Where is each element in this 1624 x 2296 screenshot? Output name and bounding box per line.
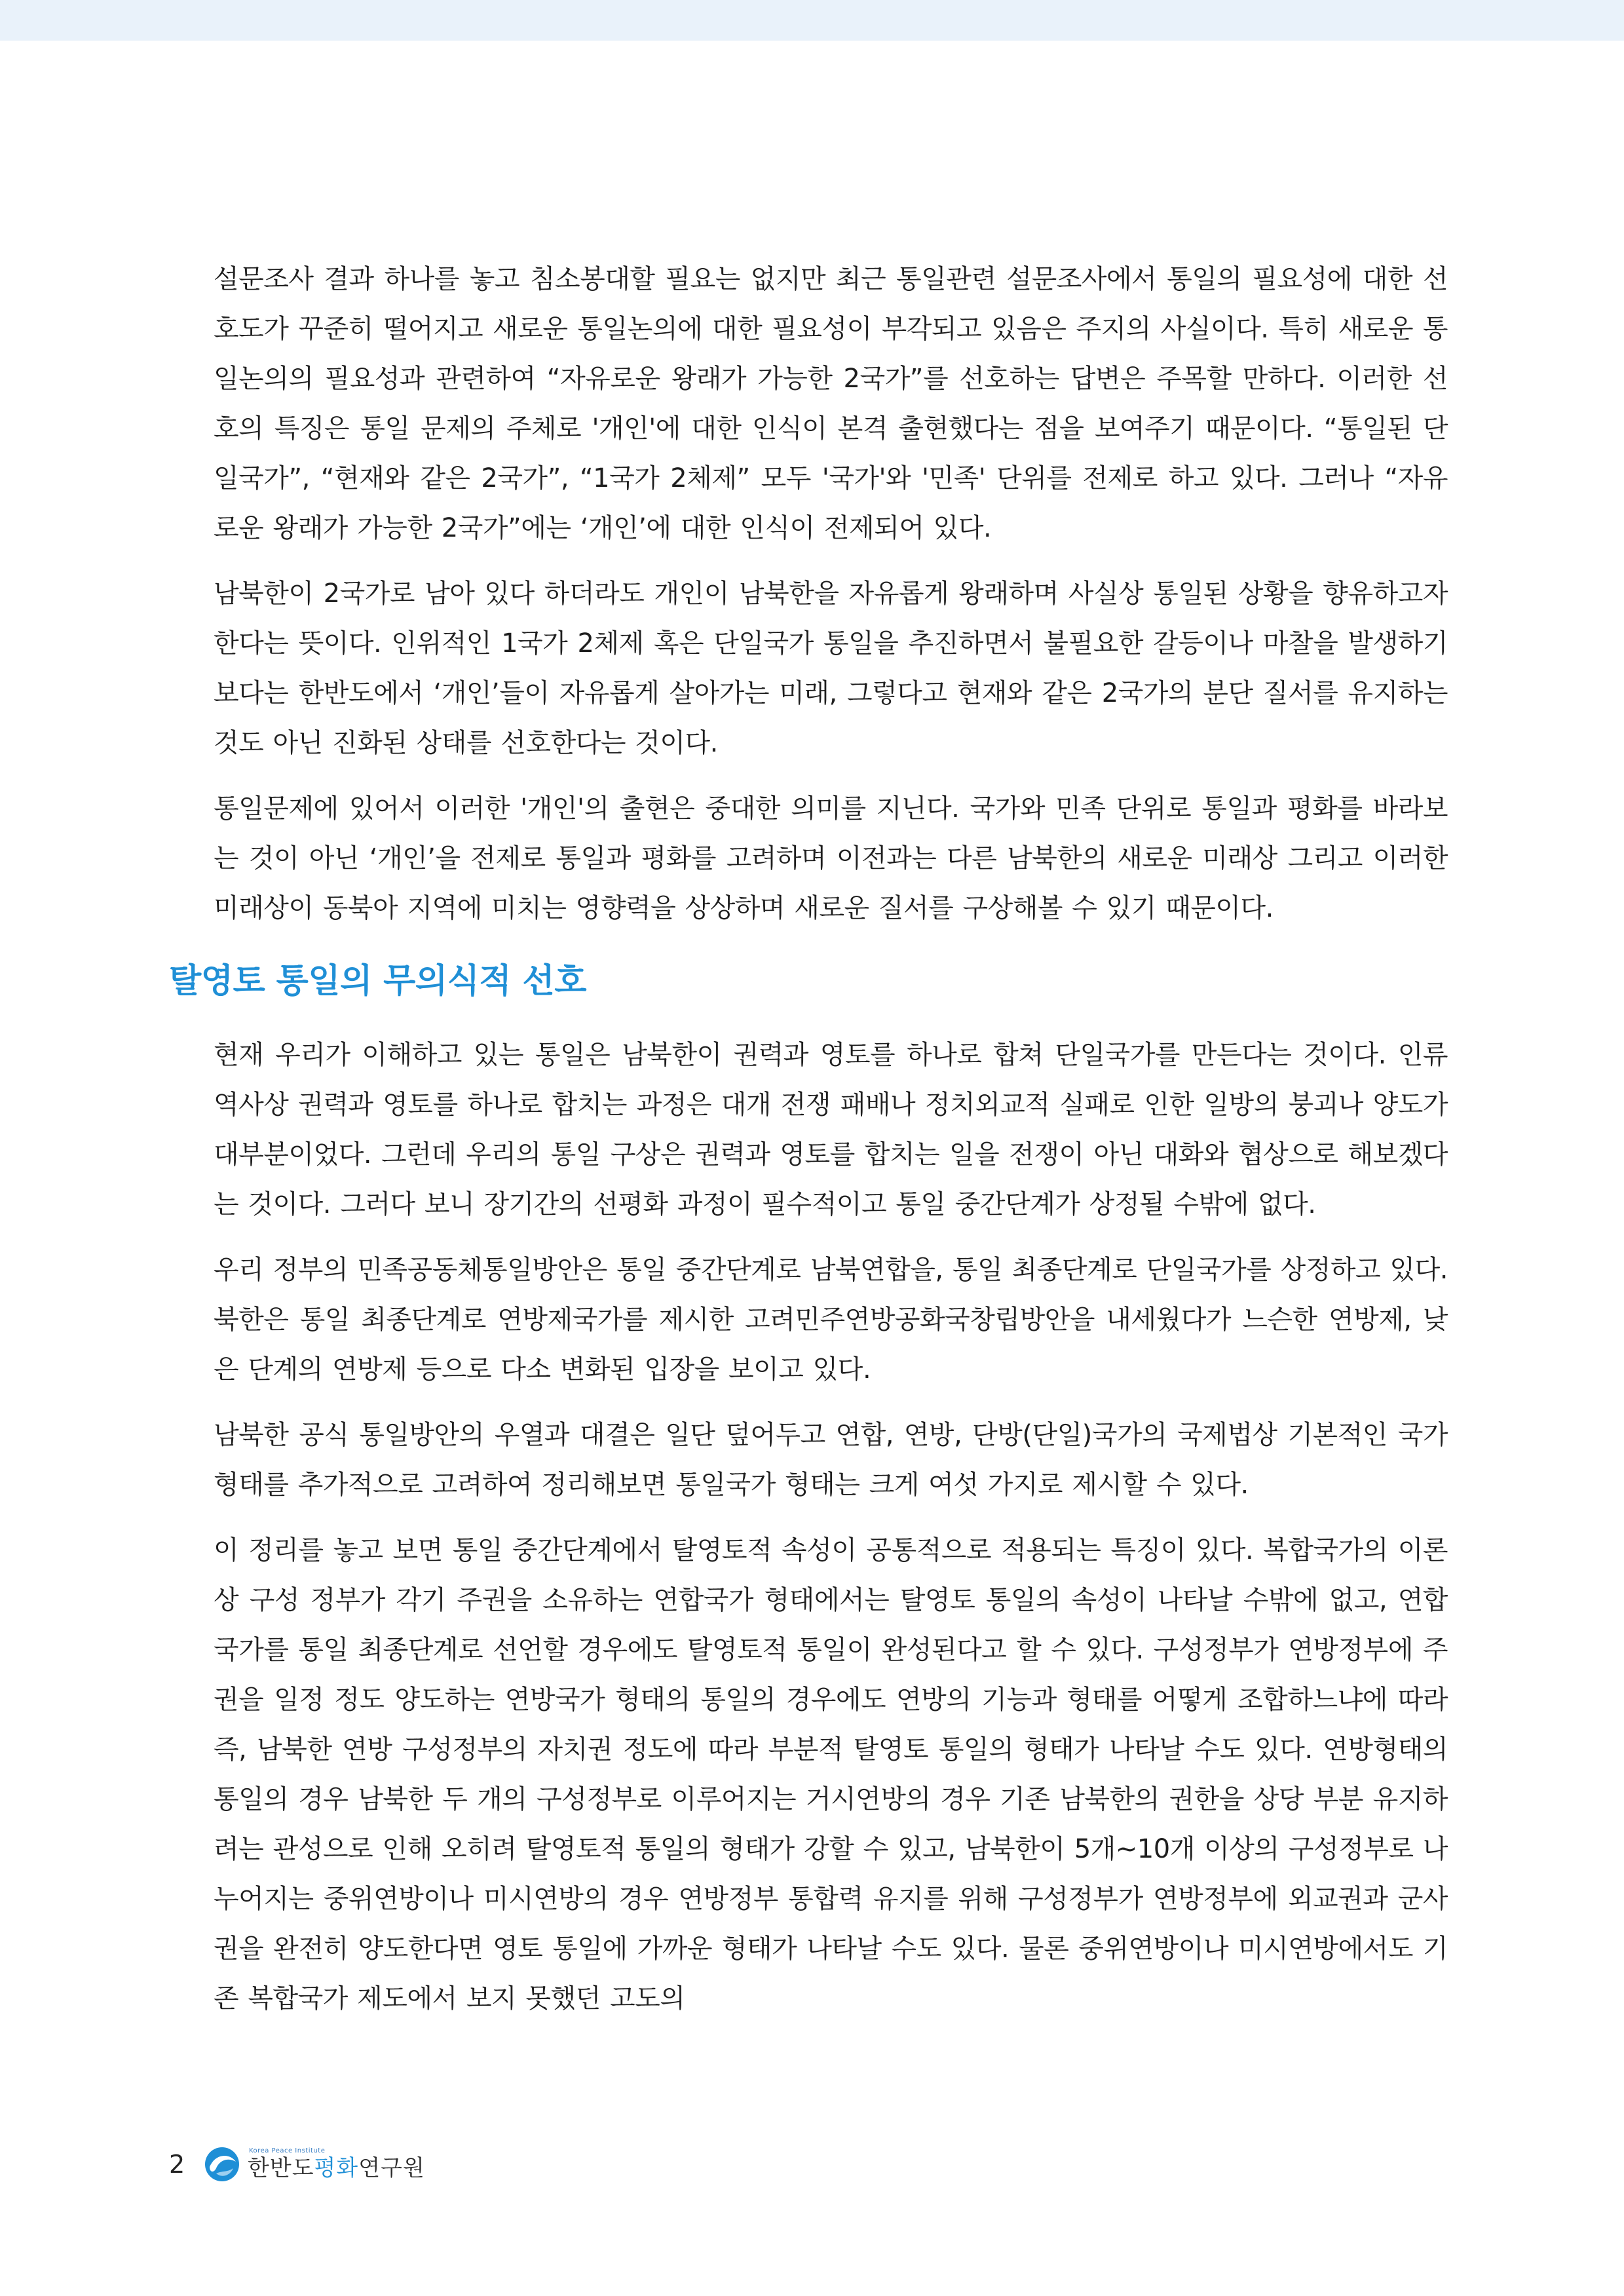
paragraph: 남북한이 2국가로 남아 있다 하더라도 개인이 남북한을 자유롭게 왕래하며 사실상 통일된 상황을 향유하고자 한다는 뜻이다. 인위적인 1국가 2체제 혹은 단일국가 통일을 추진하면서 불필요한 갈등이나 마찰을 발생하기보다는 한반도에서 ‘개인’들이 자유롭게 살아가는 미래, 그렇다고 현재와 같은 2국가의 분단 질서를 유지하는 것도 아닌 진화된 상태를 선호한다는 것이다.	[214, 579, 1448, 758]
paragraph: 우리 정부의 민족공동체통일방안은 통일 중간단계로 남북연합을, 통일 최종단계로 단일국가를 상정하고 있다. 북한은 통일 최종단계로 연방제국가를 제시한 고려민주연방공화국창립방안을 내세웠다가 느슨한 연방제, 낮은 단계의 연방제 등으로 다소 변화된 입장을 보이고 있다.	[214, 1255, 1448, 1385]
paragraph: 설문조사 결과 하나를 놓고 침소봉대할 필요는 없지만 최근 통일관련 설문조사에서 통일의 필요성에 대한 선호도가 꾸준히 떨어지고 새로운 통일논의에 대한 필요성이 부각되고 있음은 주지의 사실이다. 특히 새로운 통일논의의 필요성과 관련하여 “자유로운 왕래가 가능한 2국가”를 선호하는 답변은 주목할 만하다. 이러한 선호의 특징은 통일 문제의 주체로 '개인'에 대한 인식이 본격 출현했다는 점을 보여주기 때문이다. “통일된 단일국가”, “현재와 같은 2국가”, “1국가 2체제” 모두 '국가'와 '민족' 단위를 전제로 하고 있다. 그러나 “자유로운 왕래가 가능한 2국가”에는 ‘개인’에 대한 인식이 전제되어 있다.	[214, 264, 1448, 543]
logo-english-name: Korea Peace Institute	[249, 2147, 326, 2154]
section-intro	[214, 254, 1448, 949]
logo-korean-name	[248, 2155, 425, 2181]
logo-korean-part: 한반도	[248, 2155, 314, 2181]
logo-korean-part: 연구원	[358, 2155, 425, 2181]
paragraph: 통일문제에 있어서 이러한 '개인'의 출현은 중대한 의미를 지닌다. 국가와 민족 단위로 통일과 평화를 바라보는 것이 아닌 ‘개인’을 전제로 통일과 평화를 고려하며 이전과는 다른 남북한의 새로운 미래상 그리고 이러한 미래상이 동북아 지역에 미치는 영향력을 상상하며 새로운 질서를 구상해볼 수 있기 때문이다.	[214, 794, 1448, 923]
logo-text	[248, 2147, 425, 2181]
top-color-band	[0, 0, 1624, 41]
paragraph: 이 정리를 놓고 보면 통일 중간단계에서 탈영토적 속성이 공통적으로 적용되는 특징이 있다. 복합국가의 이론상 구성 정부가 각기 주권을 소유하는 연합국가 형태에서는 탈영토 통일의 속성이 나타날 수밖에 없고, 연합국가를 통일 최종단계로 선언할 경우에도 탈영토적 통일이 완성된다고 할 수 있다. 구성정부가 연방정부에 주권을 일정 정도 양도하는 연방국가 형태의 통일의 경우에도 연방의 기능과 형태를 어떻게 조합하느냐에 따라 즉, 남북한 연방 구성정부의 자치권 정도에 따라 부분적 탈영토 통일의 형태가 나타날 수도 있다. 연방형태의 통일의 경우 남북한 두 개의 구성정부로 이루어지는 거시연방의 경우 기존 남북한의 권한을 상당 부분 유지하려는 관성으로 인해 오히려 탈영토적 통일의 형태가 강할 수 있고, 남북한이 5개~10개 이상의 구성정부로 나누어지는 중위연방이나 미시연방의 경우 연방정부 통합력 유지를 위해 구성정부가 연방정부에 외교권과 군사권을 완전히 양도한다면 영토 통일에 가까운 형태가 나타날 수도 있다. 물론 중위연방이나 미시연방에서도 기존 복합국가 제도에서 보지 못했던 고도의	[214, 1535, 1448, 2014]
korea-peace-institute-logo-icon	[200, 2145, 244, 2184]
page-footer	[169, 2141, 425, 2187]
section-heading: 탈영토 통일의 무의식적 선호	[169, 962, 586, 1001]
paragraph: 남북한 공식 통일방안의 우열과 대결은 일단 덮어두고 연합, 연방, 단방(단일)국가의 국제법상 기본적인 국가형태를 추가적으로 고려하여 정리해보면 통일국가 형태는 크게 여섯 가지로 제시할 수 있다.	[214, 1420, 1448, 1500]
logo-korean-part-accent: 평화	[314, 2155, 359, 2181]
section-body	[214, 1030, 1448, 2039]
page-number: 2	[169, 2150, 185, 2179]
paragraph: 현재 우리가 이해하고 있는 통일은 남북한이 권력과 영토를 하나로 합쳐 단일국가를 만든다는 것이다. 인류 역사상 권력과 영토를 하나로 합치는 과정은 대개 전쟁 패배나 정치외교적 실패로 인한 일방의 붕괴나 양도가 대부분이었다. 그런데 우리의 통일 구상은 권력과 영토를 합치는 일을 전쟁이 아닌 대화와 협상으로 해보겠다는 것이다. 그러다 보니 장기간의 선평화 과정이 필수적이고 통일 중간단계가 상정될 수밖에 없다.	[214, 1040, 1448, 1219]
